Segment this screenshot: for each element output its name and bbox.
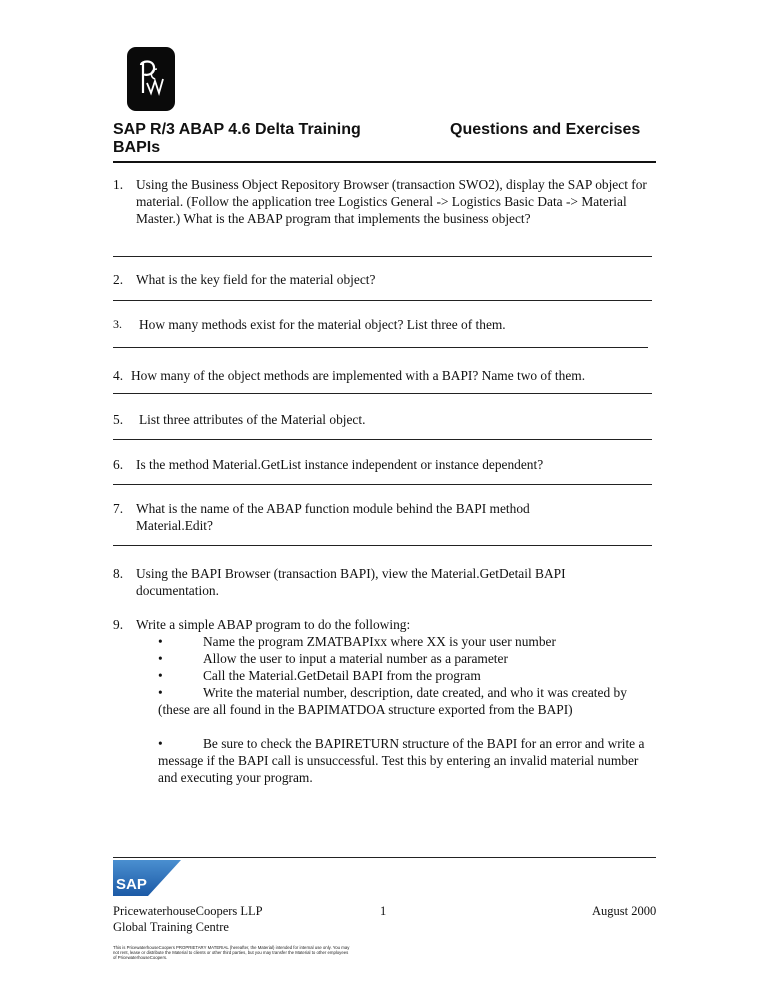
question-text: Using the BAPI Browser (transaction BAPI), view the Material.GetDetail BAPI documentation. [136,566,566,598]
footer-centre: Global Training Centre [113,920,229,934]
pwc-logo [127,47,175,111]
bullet-text: Allow the user to input a material number as a parameter [203,651,508,666]
footer-rule [113,857,656,858]
question-number: 8. [113,566,124,581]
bullet-text: Be sure to check the BAPIRETURN structure of the BAPI for an error and write a message if the BAPI call is unsuccessful. Test this by entering an invalid material number and executing your program. [158,736,645,785]
question-text: Is the method Material.GetList instance independent or instance dependent? [136,457,544,472]
answer-line [113,439,652,440]
bullet-text: Call the Material.GetDetail BAPI from the program [203,668,481,683]
bullet-symbol: • [158,651,163,666]
bullet-item [158,667,653,684]
bullet-text: Name the program ZMATBAPIxx where XX is your user number [203,634,556,649]
footer-date: August 2000 [592,904,657,918]
header-rule [113,161,656,163]
question-text: What is the name of the ABAP function module behind the BAPI method Material.Edit? [136,501,530,533]
bullet-symbol: • [158,634,163,649]
bullet-symbol: • [158,736,163,751]
bullet-item [158,684,653,718]
document-subtitle: BAPIs [113,139,161,156]
question-number: 4. [113,368,124,383]
footer-company: PricewaterhouseCoopers LLP [113,904,263,918]
bullet-item [158,650,653,667]
bullet-item [158,735,653,786]
question-number: 7. [113,501,124,516]
question-text: How many methods exist for the material object? List three of them. [139,317,506,332]
answer-line [113,484,652,485]
question-text: Write a simple ABAP program to do the following: [136,617,411,632]
question-number: 2. [113,272,124,287]
answer-line [113,545,652,546]
page-number: 1 [380,904,387,918]
question-number: 6. [113,457,124,472]
question-number: 1. [113,177,124,192]
question-number: 9. [113,617,124,632]
question-text: How many of the object methods are implemented with a BAPI? Name two of them. [131,368,586,383]
answer-line [113,393,652,394]
answer-line [113,256,652,257]
document-section: Questions and Exercises [450,121,641,138]
bullet-text: Write the material number, description, date created, and who it was created by (these are all found in the BAPIMATDOA structure exported from the BAPI) [158,685,627,717]
question-text: Using the Business Object Repository Browser (transaction SWO2), display the SAP object for material. (Follow the application tree Logistics General -> Logistics Basic Data -> Material Master.) What is the ABAP program that implements the business object? [136,177,647,226]
question-number: 3. [113,317,122,331]
sap-logo [113,860,183,901]
answer-line [113,347,648,348]
sap-logo-text: SAP [116,876,147,893]
document-title: SAP R/3 ABAP 4.6 Delta Training [113,121,361,138]
bullet-item [158,633,653,650]
question-number: 5. [113,412,124,427]
bullet-symbol: • [158,668,163,683]
footer-fine-print: This is PricewaterhouseCoopers PROPRIETARY MATERIAL (hereafter, the Material) intended for internal use only. You may not rent, lease or distribute the Material to clients or other third parties, but you may transfer the Material to other employees of PricewaterhouseCoopers. [113,945,350,961]
question-text: What is the key field for the material object? [136,272,376,287]
question-text: List three attributes of the Material object. [139,412,366,427]
bullet-symbol: • [158,685,163,700]
answer-line [113,300,652,301]
